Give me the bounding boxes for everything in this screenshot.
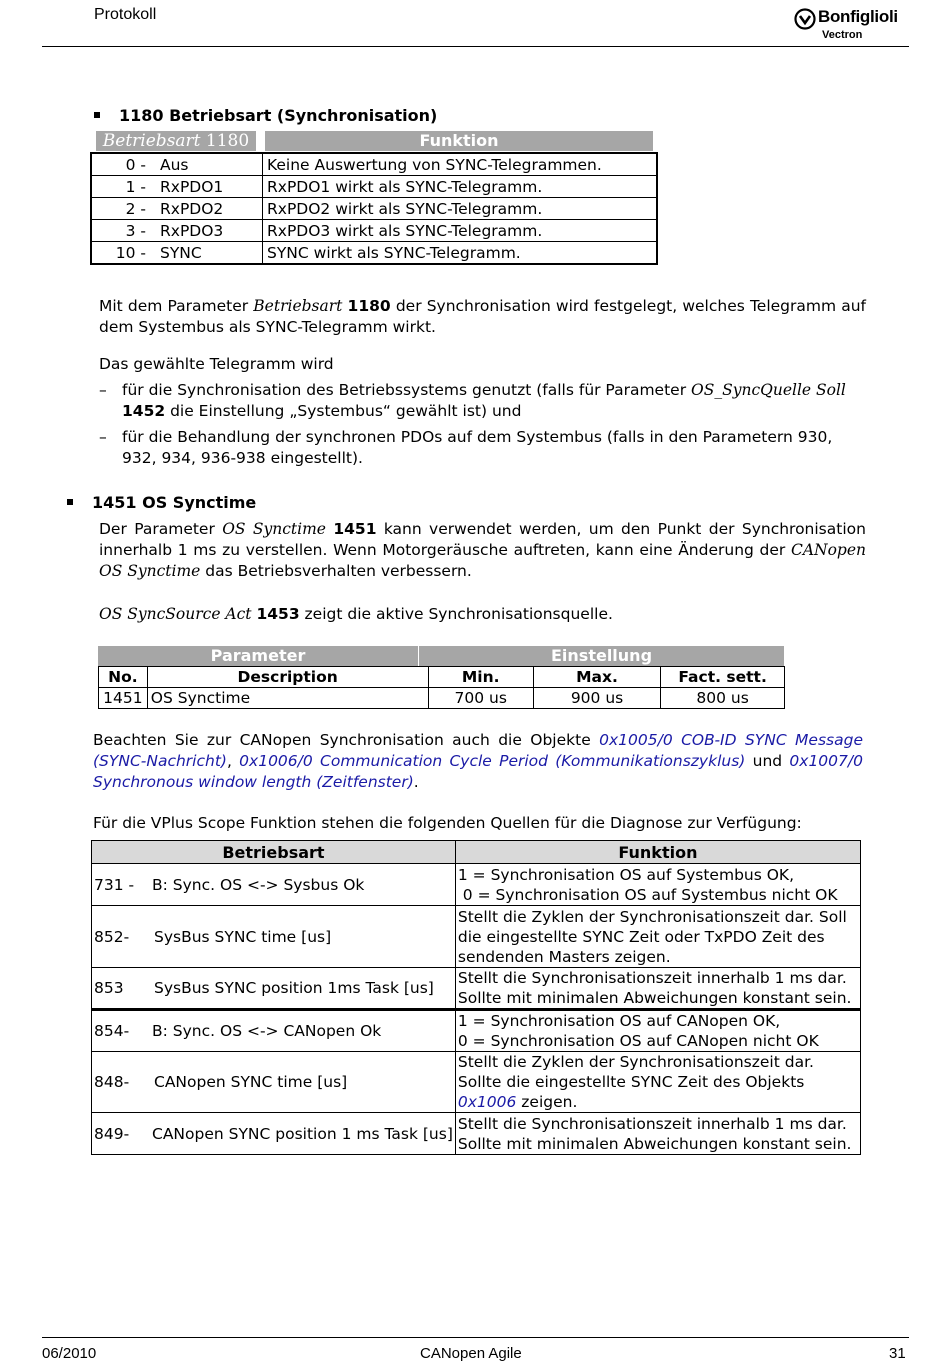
table-1180-head-left: Betriebsart 1180: [96, 131, 256, 151]
table-row: 1 - RxPDO1 RxPDO1 wirkt als SYNC-Telegramm.: [91, 176, 657, 198]
table-row: 2 - RxPDO2 RxPDO2 wirkt als SYNC-Telegramm.: [91, 198, 657, 220]
table-header-row: No. Description Min. Max. Fact. sett.: [99, 667, 785, 688]
bullet-icon: [94, 112, 100, 118]
table-1451: [98, 666, 785, 709]
footer-doc-title: CANopen Agile: [420, 1345, 522, 1362]
paragraph-telegram: Das gewählte Telegramm wird: [99, 355, 334, 373]
table-row: 853 SysBus SYNC position 1ms Task [us] Stellt die Synchronisationszeit innerhalb 1 ms dar. Sollte mit minimalen Abweichungen konstant sein.: [92, 968, 861, 1010]
footer-date: 06/2010: [42, 1345, 97, 1362]
paragraph-vplus-scope: Für die VPlus Scope Funktion stehen die folgenden Quellen für die Diagnose zur Verfügung:: [93, 814, 802, 832]
table-row: 852- SysBus SYNC time [us] Stellt die Zyklen der Synchronisationszeit dar. Soll die eingestellte SYNC Zeit oder TxPDO Zeit des sendenden Masters zeigen.: [92, 906, 861, 968]
section-heading-1451: 1451 OS Synctime: [67, 493, 256, 512]
bullet-icon: [67, 499, 73, 505]
object-link-0x1007[interactable]: 0x1007/0 Synchronous window length (Zeitfenster): [93, 752, 863, 791]
paragraph-canopen-objects: Beachten Sie zur CANopen Synchronisation auch die Objekte 0x1005/0 COB-ID SYNC Message (SYNC-Nachricht), 0x1006/0 Communication Cycle Period (Kommunikationszyklus) und 0x1007/0 Synchronous window length (Zeitfenster).: [93, 731, 863, 791]
brand-logo: [794, 6, 912, 44]
object-link-0x1006[interactable]: 0x1006/0 Communication Cycle Period (Kommunikationszyklus): [239, 752, 746, 770]
brand-sub: Vectron: [822, 29, 863, 41]
table-row: 849- CANopen SYNC position 1 ms Task [us] Stellt die Synchronisationszeit innerhalb 1 ms dar. Sollte mit minimalen Abweichungen konstant sein.: [92, 1113, 861, 1155]
table-row: 0 - Aus Keine Auswertung von SYNC-Telegrammen.: [91, 153, 657, 176]
footer-page-number: 31: [889, 1345, 906, 1362]
footer-rule: [42, 1337, 909, 1338]
table-row: 10 - SYNC SYNC wirkt als SYNC-Telegramm.: [91, 242, 657, 265]
table-row: 731 - B: Sync. OS <-> Sysbus Ok 1 = Synchronisation OS auf Systembus OK, 0 = Synchronisation OS auf Systembus nicht OK: [92, 864, 861, 906]
list-item: – für die Synchronisation des Betriebssystems genutzt (falls für Parameter OS_SyncQuelle Soll 1452 die Einstellung „Systembus“ gewählt ist) und: [99, 381, 846, 420]
table-header-row: Betriebsart Funktion: [92, 841, 861, 864]
table-row: 854- B: Sync. OS <-> CANopen Ok 1 = Synchronisation OS auf CANopen OK, 0 = Synchronisation OS auf CANopen nicht OK: [92, 1010, 861, 1052]
bonfiglioli-logo-icon: [794, 8, 816, 30]
table-row: 3 - RxPDO3 RxPDO3 wirkt als SYNC-Telegramm.: [91, 220, 657, 242]
table-1451-group-setting: Einstellung: [419, 646, 784, 666]
table-scope-sources: [91, 840, 861, 1155]
table-row: 1451 OS Synctime 700 us 900 us 800 us: [99, 688, 785, 709]
table-1180-head-right: Funktion: [265, 131, 653, 151]
list-item: – für die Behandlung der synchronen PDOs auf dem Systembus (falls in den Parametern 930, 932, 934, 936-938 eingestellt).: [99, 428, 833, 467]
object-link-0x1006-inline[interactable]: 0x1006: [457, 1093, 517, 1111]
brand-name: Bonfiglioli: [818, 7, 898, 26]
table-row: 848- CANopen SYNC time [us] Stellt die Zyklen der Synchronisationszeit dar. Sollte die eingestellte SYNC Zeit des Objekts 0x1006 zeigen.: [92, 1052, 861, 1113]
paragraph-1453: OS SyncSource Act 1453 zeigt die aktive Synchronisationsquelle.: [99, 605, 613, 623]
object-link-0x1005[interactable]: 0x1005/0 COB-ID SYNC Message (SYNC-Nachricht): [93, 731, 863, 770]
header-title: Protokoll: [94, 6, 157, 23]
table-1180: [90, 152, 658, 265]
table-1451-group-parameter: Parameter: [98, 646, 418, 666]
paragraph-1180-desc: Mit dem Parameter Betriebsart 1180 der Synchronisation wird festgelegt, welches Telegramm auf dem Systembus als SYNC-Telegramm wirkt.: [99, 297, 866, 336]
header-rule: [42, 46, 909, 47]
paragraph-1451-desc: Der Parameter OS Synctime 1451 kann verwendet werden, um den Punkt der Synchronisation innerhalb 1 ms zu verstellen. Wenn Motorgeräusche auftreten, kann eine Änderung der CANopen OS Synctime das Betriebsverhalten verbessern.: [99, 520, 866, 580]
section-heading-1180: 1180 Betriebsart (Synchronisation): [94, 106, 437, 125]
